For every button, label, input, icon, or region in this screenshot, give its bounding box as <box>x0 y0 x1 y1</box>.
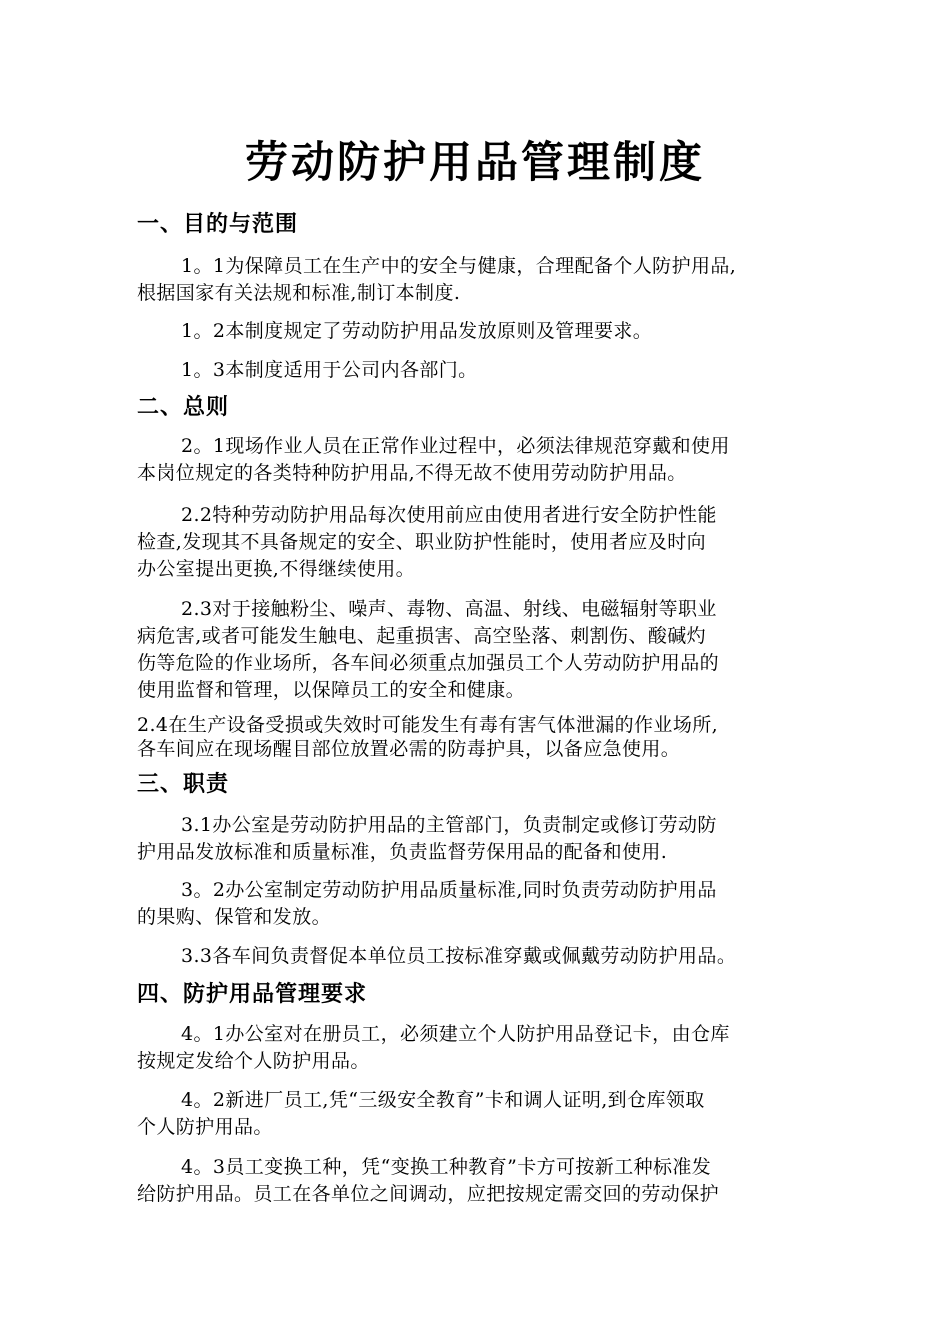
paragraph-line: 2.2特种劳动防护用品每次使用前应由使用者进行安全防护性能 <box>181 504 717 526</box>
paragraph <box>137 318 817 345</box>
document-title: 劳动防护用品管理制度 <box>245 138 705 188</box>
paragraph <box>137 357 817 384</box>
paragraph-line: 检查,发现其不具备规定的安全、职业防护性能时，使用者应及时向 <box>137 531 707 553</box>
paragraph-line: 1。2本制度规定了劳动防护用品发放原则及管理要求。 <box>181 320 653 342</box>
paragraph <box>137 713 817 761</box>
paragraph <box>137 253 817 307</box>
paragraph-line: 按规定发给个人防护用品。 <box>137 1050 370 1072</box>
paragraph <box>137 812 817 866</box>
paragraph-line: 本岗位规定的各类特种防护用品,不得无故不使用劳动防护用品。 <box>137 462 687 484</box>
paragraph-line: 2.3对于接触粉尘、噪声、毒物、高温、射线、电磁辐射等职业 <box>181 598 717 620</box>
section-heading: 二、总则 <box>137 394 230 420</box>
paragraph-line: 病危害,或者可能发生触电、起重损害、高空坠落、刺割伤、酸碱灼 <box>137 625 707 647</box>
paragraph <box>137 877 817 931</box>
section-heading: 三、职责 <box>137 771 230 797</box>
paragraph-line: 2。1现场作业人员在正常作业过程中，必须法律规范穿戴和使用 <box>181 435 730 457</box>
paragraph-line: 1。1为保障员工在生产中的安全与健康，合理配备个人防护用品, <box>181 255 737 277</box>
paragraph-line: 各车间应在现场醒目部位放置必需的防毒护具，以备应急使用。 <box>137 738 681 760</box>
paragraph-line: 的果购、保管和发放。 <box>137 906 332 928</box>
paragraph-line: 根据国家有关法规和标准,制订本制度. <box>137 282 461 304</box>
paragraph-line: 4。3员工变换工种，凭“变换工种教育”卡方可按新工种标准发 <box>181 1156 712 1178</box>
paragraph <box>137 502 817 583</box>
paragraph-line: 个人防护用品。 <box>137 1116 273 1138</box>
paragraph-line: 使用监督和管理，以保障员工的安全和健康。 <box>137 679 526 701</box>
paragraph-line: 3。2办公室制定劳动防护用品质量标准,同时负责劳动防护用品 <box>181 879 717 901</box>
paragraph <box>137 1087 817 1141</box>
section-heading: 四、防护用品管理要求 <box>137 981 368 1007</box>
paragraph-line: 4。2新进厂员工,凭“三级安全教育”卡和调人证明,到仓库领取 <box>181 1089 705 1111</box>
section-heading: 一、目的与范围 <box>137 211 299 237</box>
paragraph <box>137 1154 817 1208</box>
paragraph-line: 伤等危险的作业场所，各车间必须重点加强员工个人劳动防护用品的 <box>137 652 720 674</box>
paragraph <box>137 943 817 970</box>
paragraph-line: 3.3各车间负责督促本单位员工按标准穿戴或佩戴劳动防护用品。 <box>181 945 737 967</box>
paragraph-line: 给防护用品。员工在各单位之间调动，应把按规定需交回的劳动保护 <box>137 1183 720 1205</box>
paragraph <box>137 433 817 487</box>
paragraph-line: 办公室提出更换,不得继续使用。 <box>137 558 416 580</box>
paragraph-line: 4。1办公室对在册员工，必须建立个人防护用品登记卡，由仓库 <box>181 1023 730 1045</box>
paragraph <box>137 1021 817 1075</box>
paragraph-line: 护用品发放标准和质量标准，负责监督劳保用品的配备和使用. <box>137 841 668 863</box>
paragraph-line: 3.1办公室是劳动防护用品的主管部门，负责制定或修订劳动防 <box>181 814 717 836</box>
paragraph-line: 1。3本制度适用于公司内各部门。 <box>181 359 478 381</box>
paragraph <box>137 596 817 704</box>
paragraph-line: 2.4在生产设备受损或失效时可能发生有毒有害气体泄漏的作业场所, <box>137 714 719 736</box>
